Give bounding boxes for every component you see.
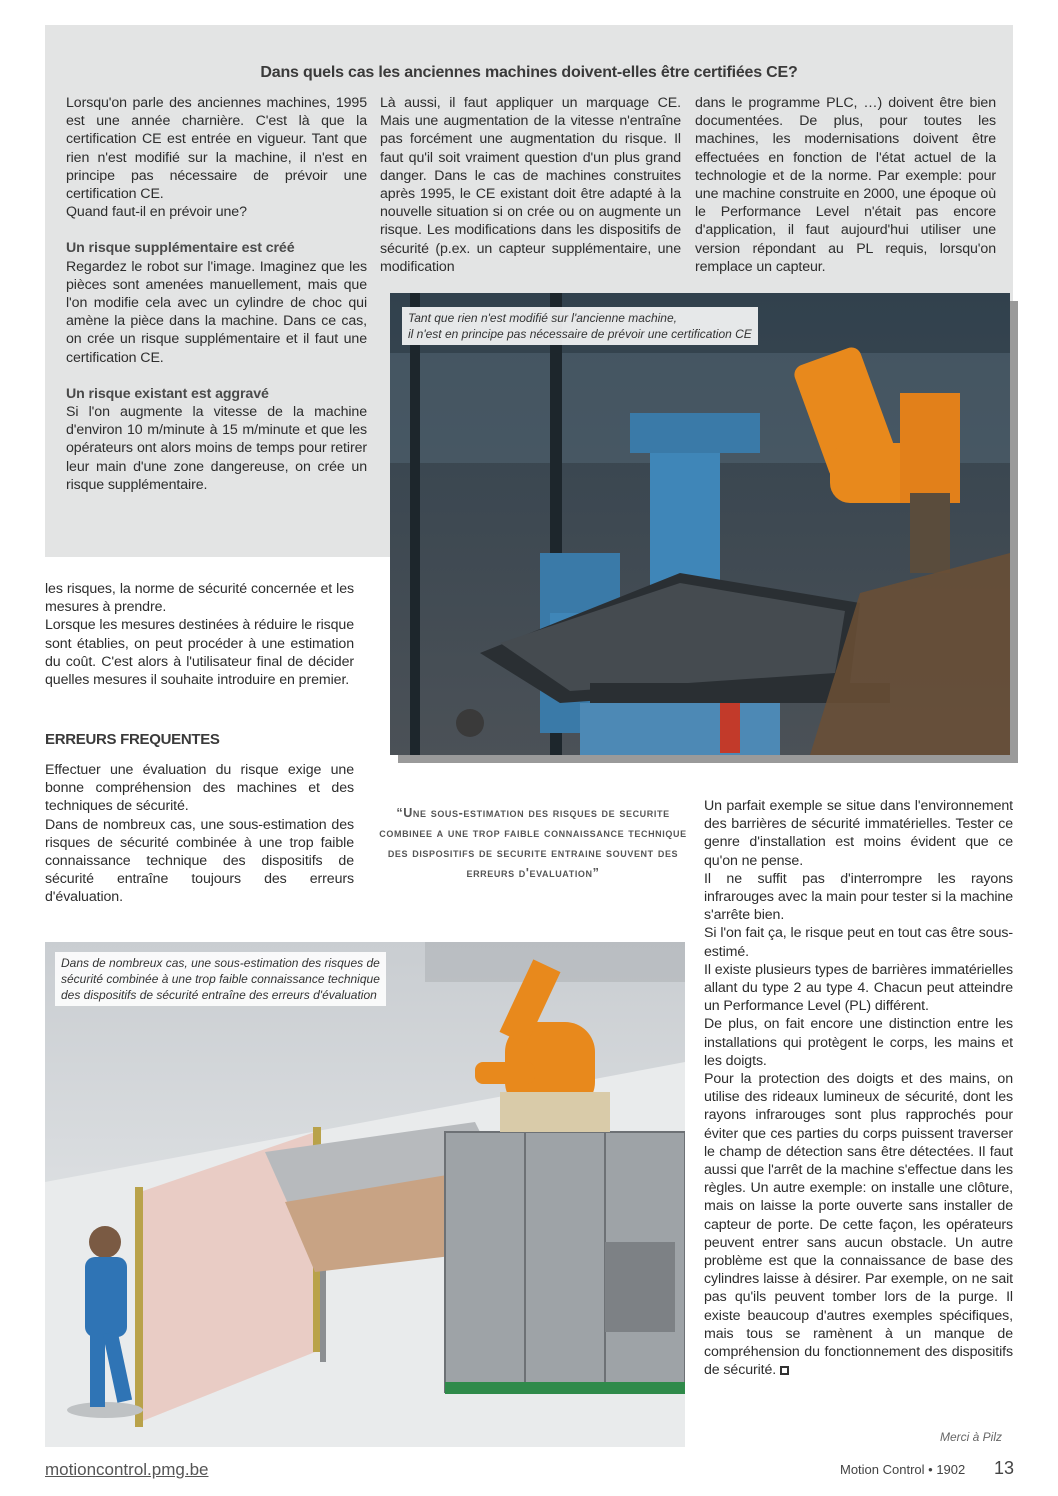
left-paragraph-2: Lorsque les mesures destinées à réduire le risque sont établies, on peut procéder à une estimation du coût. C'est alors à l'utilisateur final de décider quelles mesures il souhaite introduire en premier.	[45, 617, 354, 689]
pull-quote: “Une sous-estimation des risques de securite combinee a une trop faible connaissance technique des dispositifs de securite entraine souvent des erreurs d'evaluation”	[379, 806, 687, 880]
errors-paragraph-2: Dans de nombreux cas, une sous-estimation des risques de sécurité combinée à une trop faible connaissance technique des dispositifs de sécurité entraîne toujours des erreurs d'évaluation.	[45, 816, 354, 906]
right-column-text	[704, 797, 1013, 1380]
subheading-risk-aggravated: Un risque existant est aggravé	[66, 385, 269, 402]
end-of-article-square-icon	[780, 1366, 789, 1375]
photo1-caption-line2: il n'est en principe pas nécessaire de prévoir une certification CE	[408, 327, 752, 341]
sidebar-question: Quand faut-il en prévoir une?	[66, 204, 247, 221]
right-paragraph-6	[704, 1070, 1013, 1379]
risk-aggravated-text: Si l'on augmente la vitesse de la machine d'environ 10 m/minute à 15 m/minute et que les opérateurs ont alors moins de temps pour retirer leur main d'une zone dangereuse, on crée un risque supplémentaire.	[66, 404, 367, 493]
right-paragraph-3: Si l'on fait ça, le risque peut en tout cas être sous-estimé.	[704, 925, 1013, 960]
right-paragraph-6-text: Pour la protection des doigts et des mains, on utilise des rideaux lumineux de sécurité, dont les rayons infrarouges sont plus rapprochés pour éviter que ces parties du corps puissent traverser le champ de détection sans être détectées. Il faut aussi que l'arrêt de la machine s'effectue dans les règles. Un autre exemple: on installe une clôture, mais on laisse la porte ouverte sans installer de capteur de porte. De cette façon, les opérateurs peuvent entrer sans aucun obstacle. Un autre problème est que la connaissance de base des cylindres laisse à désirer. Par exemple, on ne sait pas qu'ils peuvent tomber lors de la purge. Il existe beaucoup d'autres exemples spécifiques, mais tous se ramènent à un manque de compréhension du fonctionnement des dispositifs de sécurité.	[704, 1071, 1013, 1379]
footer-website-link[interactable]: motioncontrol.pmg.be	[45, 1460, 209, 1479]
sidebar-column-1	[66, 94, 367, 494]
old-machine-illustration	[390, 293, 1010, 755]
footer-magazine-issue: Motion Control • 1902	[840, 1462, 966, 1477]
risk-created-text: Regardez le robot sur l'image. Imaginez que les pièces sont amenées manuellement, mais que l'on modifie cela avec un cylindre de choc qui amène la pièce dans la machine. Dans ce cas, on crée un risque supplémentaire et il faut une certification CE.	[66, 258, 367, 366]
robot-cell-render	[45, 942, 685, 1447]
sidebar-title: Dans quels cas les anciennes machines doivent-elles être certifiées CE?	[260, 64, 798, 81]
photo1-caption-line1: Tant que rien n'est modifié sur l'ancienne machine,	[408, 311, 677, 325]
right-paragraph-1: Un parfait exemple se situe dans l'environnement des barrières de sécurité immatérielles. Tester ce genre d'installation est moins évident que ce qu'on ne pense.	[704, 798, 1013, 869]
sidebar-column-3	[695, 94, 996, 276]
errors-paragraph-1: Effectuer une évaluation du risque exige une bonne compréhension des machines et des techniques de sécurité.	[45, 762, 354, 815]
page-number: 13	[994, 1458, 1015, 1478]
photo2-caption-line1: Dans de nombreux cas, une sous-estimation des risques de	[61, 956, 380, 970]
photo2-caption	[55, 952, 386, 1006]
section-heading-errors: ERREURS FREQUENTES	[45, 731, 220, 748]
right-paragraph-4: Il existe plusieurs types de barrières immatérielles allant du type 2 au type 4. Chacun peut atteindre un Performance Level (PL) différent.	[704, 961, 1013, 1015]
photo2-caption-line3: des dispositifs de sécurité entraîne des erreurs d'évaluation	[61, 988, 377, 1002]
right-paragraph-2: Il ne suffit pas d'interrompre les rayons infrarouges avec la main pour tester si la machine s'arrête bien.	[704, 870, 1013, 924]
photo2-caption-line2: sécurité combinée à une trop faible connaissance technique	[61, 972, 380, 986]
errors-text	[45, 761, 354, 907]
old-machine-photo	[390, 293, 1010, 755]
sidebar-intro: Lorsqu'on parle des anciennes machines, 1995 est une année charnière. C'est là que la certification CE est entrée en vigueur. Tant que rien n'est modifié sur la machine, il n'est en principe pas nécessaire de prévoir une certification CE.	[66, 95, 367, 203]
sidebar-col2-text: Là aussi, il faut appliquer un marquage CE. Mais une augmentation de la vitesse n'entraîne pas forcément une augmentation du risque. Il faut qu'il soit vraiment question d'un plus grand danger. Dans le cas de machines construites après 1995, le CE existant doit être adapté à la nouvelle situation si on crée ou on augmente un risque. Les modifications dans les dispositifs de sécurité (p.ex. un capteur supplémentaire, une modification	[380, 95, 681, 275]
left-column-text	[45, 580, 354, 689]
credit-line: Merci à Pilz	[940, 1430, 1003, 1444]
left-continued-paragraph: les risques, la norme de sécurité concernée et les mesures à prendre.	[45, 581, 354, 616]
sidebar-column-2	[380, 94, 681, 276]
subheading-risk-created: Un risque supplémentaire est créé	[66, 240, 295, 257]
right-paragraph-5: De plus, on fait encore une distinction entre les installations qui protègent le corps, les mains et les doigts.	[704, 1016, 1013, 1069]
robot-cell-illustration	[45, 942, 685, 1447]
photo1-caption	[402, 307, 758, 345]
sidebar-col3-text: dans le programme PLC, …) doivent être bien documentées. De plus, pour toutes les machines, les modernisations doivent être effectuées en fonction de l'état actuel de la technologie et de la norme. Par exemple: pour une machine construite en 2000, une époque où le Performance Level n'était pas encore d'application, il faut aujourd'hui utiliser une version répondant au PL requis, lorsqu'on remplace un capteur.	[695, 95, 996, 275]
